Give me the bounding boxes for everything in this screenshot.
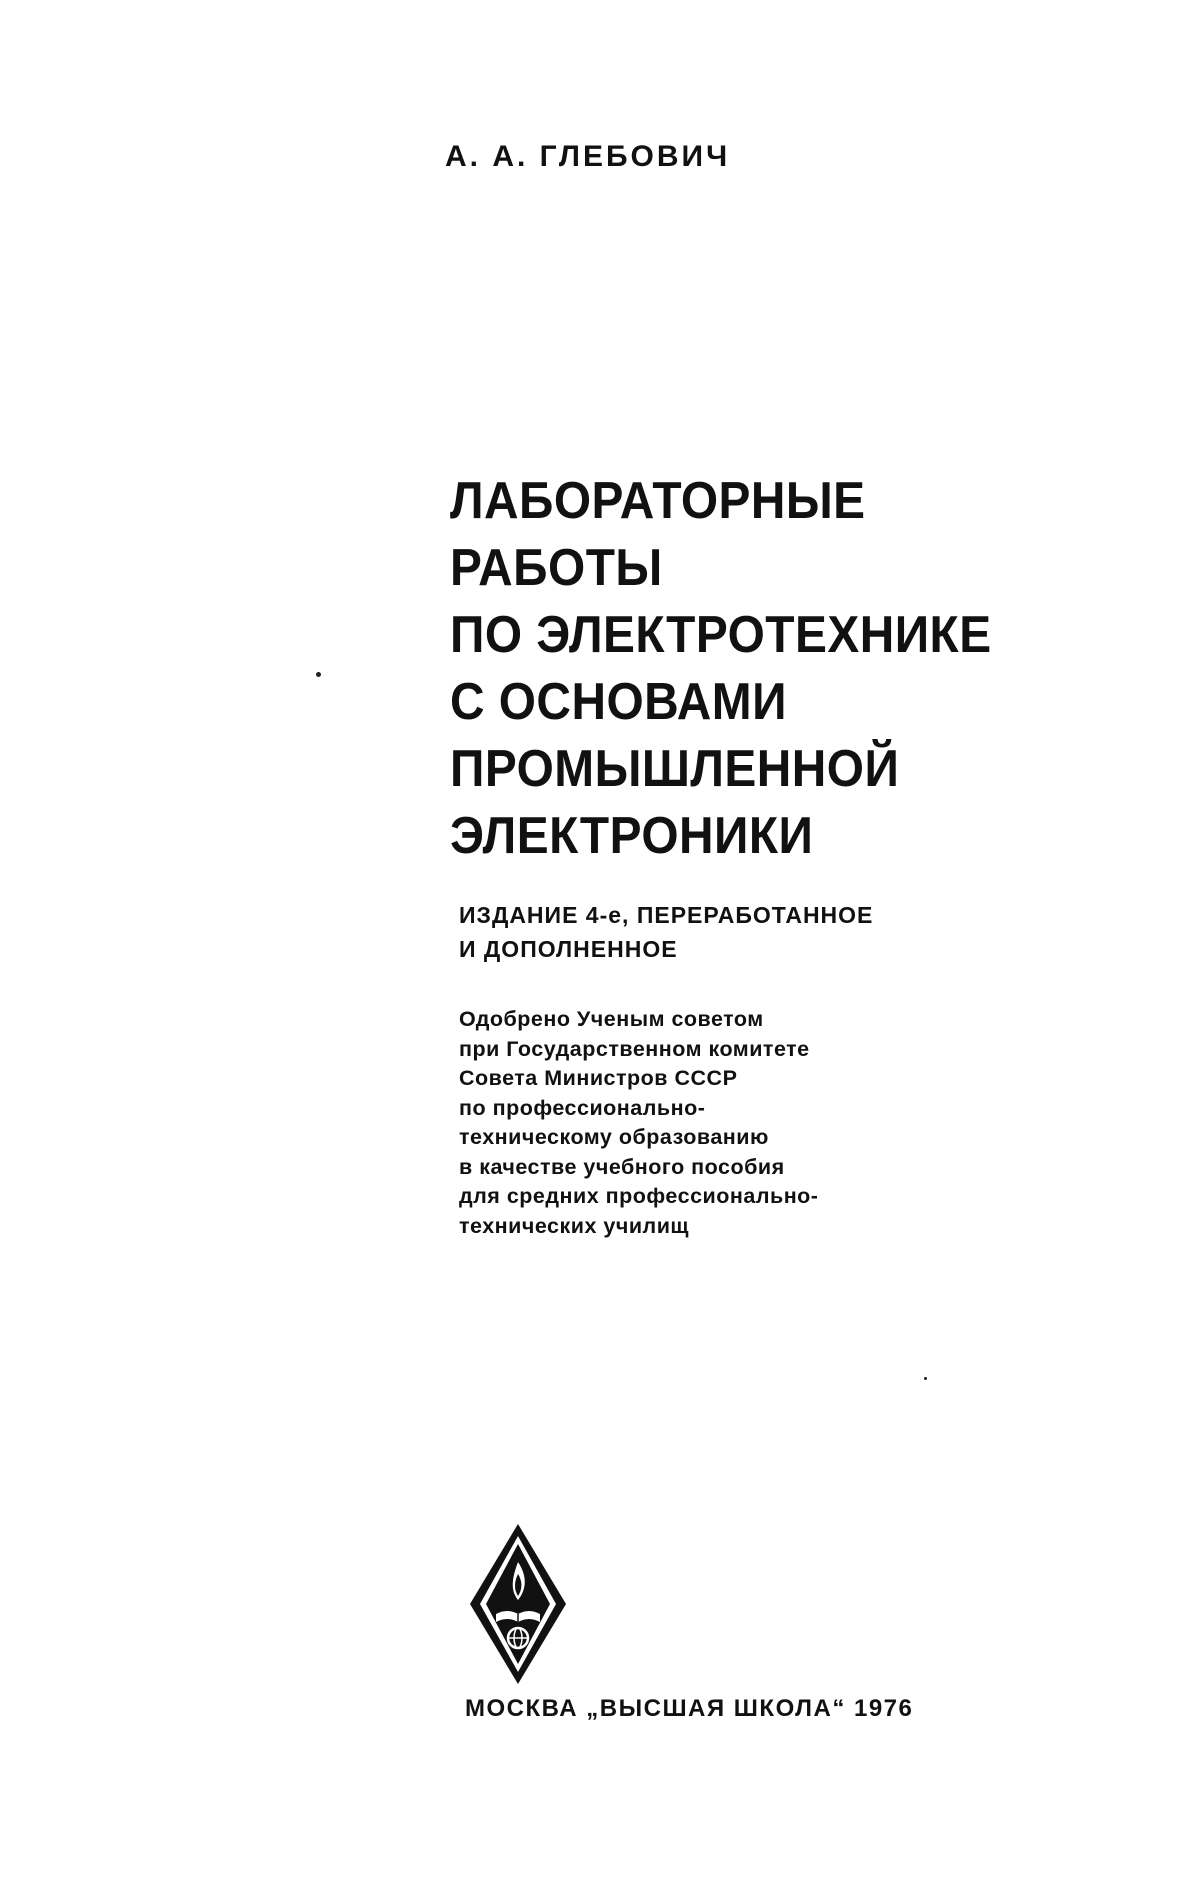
approval-line: в качестве учебного пособия xyxy=(459,1154,785,1179)
title-line: ЭЛЕКТРОНИКИ xyxy=(450,807,814,865)
approval-line: технических училищ xyxy=(459,1213,690,1238)
title-line: С ОСНОВАМИ xyxy=(450,673,787,731)
title-line: ПРОМЫШЛЕННОЙ xyxy=(450,740,900,798)
edition-note xyxy=(459,898,873,966)
approval-note xyxy=(459,1005,818,1241)
title-line: ЛАБОРАТОРНЫЕ xyxy=(450,472,866,530)
approval-line: Совета Министров СССР xyxy=(459,1066,738,1090)
print-speck xyxy=(924,1377,927,1380)
approval-line: по профессионально- xyxy=(459,1095,706,1120)
author-name: А. А. ГЛЕБОВИЧ xyxy=(445,140,731,173)
approval-line: при Государственном комитете xyxy=(459,1036,810,1061)
publisher-emblem-icon xyxy=(468,1522,568,1686)
title-line: ПО ЭЛЕКТРОТЕХНИКЕ xyxy=(450,606,992,664)
edition-line: ИЗДАНИЕ 4-е, ПЕРЕРАБОТАННОЕ xyxy=(459,902,874,928)
approval-line: для средних профессионально- xyxy=(459,1184,819,1208)
book-title xyxy=(450,468,992,870)
publisher-imprint: МОСКВА „ВЫСШАЯ ШКОЛА“ 1976 xyxy=(465,1695,914,1722)
print-speck xyxy=(316,672,321,677)
approval-line: техническому образованию xyxy=(459,1125,769,1149)
edition-line: И ДОПОЛНЕННОЕ xyxy=(459,936,678,962)
approval-line: Одобрено Ученым советом xyxy=(459,1007,764,1031)
title-line: РАБОТЫ xyxy=(450,539,663,597)
